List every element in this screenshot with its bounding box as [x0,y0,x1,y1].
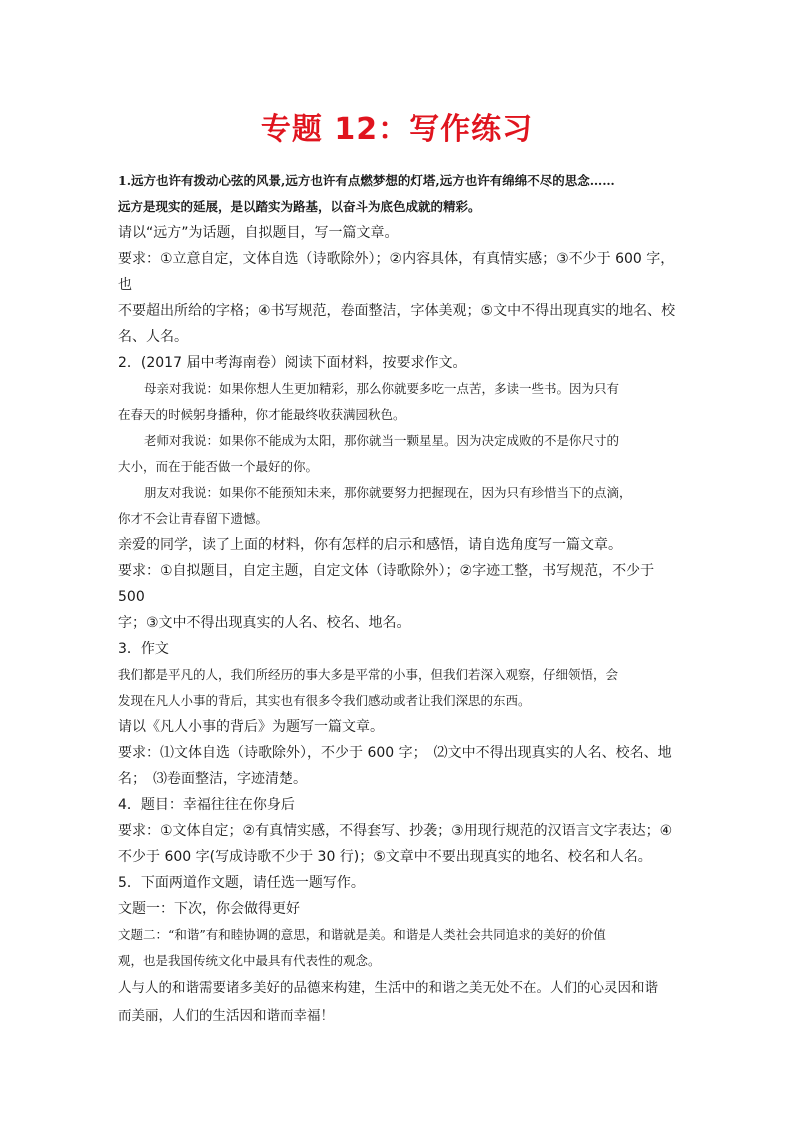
q1-requirement-line-1: 要求：①立意自定，文体自选（诗歌除外）；②内容具体，有真情实感；③不少于 600 字，也 [118,251,675,293]
q4-requirement-line-2: 不少于 600 字(写成诗歌不少于 30 行)；⑤文章中不要出现真实的地名、校名和人名。 [118,849,652,865]
question-3 [118,636,680,792]
q2-heading: 2．(2017 届中考海南卷）阅读下面材料，按要求作文。 [118,355,467,371]
q4-heading: 4．题目：幸福往往在你身后 [118,797,295,813]
question-1 [118,168,680,350]
q3-heading: 3．作文 [118,641,169,657]
q5-topic-2-line-1: 文题二：“和谐”有和睦协调的意思，和谐就是美。和谐是人类社会共同追求的美好的价值 [118,927,606,942]
document-body [118,168,680,1030]
q5-topic-2-line-2: 观，也是我国传统文化中最具有代表性的观念。 [118,953,381,968]
q2-mother-line-1: 母亲对我说：如果你想人生更加精彩，那么你就要多吃一点苦，多读一些书。因为只有 [144,381,620,396]
q2-prompt: 亲爱的同学，读了上面的材料，你有怎样的启示和感悟，请自选角度写一篇文章。 [118,537,622,553]
q5-topic-2-line-3: 人与人的和谐需要诸多美好的品德来构建，生活中的和谐之美无处不在。人们的心灵因和谐 [118,980,658,996]
q3-requirement-line-2: 名； ⑶卷面整洁，字迹清楚。 [118,771,307,787]
q3-material-line-1: 我们都是平凡的人，我们所经历的事大多是平常的小事，但我们若深入观察，仔细领悟，会 [118,667,619,682]
q2-teacher-line-2: 大小，而在于能否做一个最好的你。 [118,459,319,474]
q2-requirement-line-2: 字；③文中不得出现真实的人名、校名、地名。 [118,615,411,631]
q5-topic-1: 文题一：下次，你会做得更好 [118,901,300,917]
q5-topic-2-line-4: 而美丽，人们的生活因和谐而幸福！ [118,1008,334,1024]
q3-prompt: 请以《凡人小事的背后》为题写一篇文章。 [118,719,384,735]
q2-teacher-line-1: 老师对我说：如果你不能成为太阳，那你就当一颗星星。因为决定成败的不是你尺寸的 [144,433,620,448]
q1-requirement-line-2: 不要超出所给的字格；④书写规范，卷面整洁，字体美观；⑤文中不得出现真实的地名、校 [118,303,676,319]
q1-material-line-1: 1.远方也许有拨动心弦的风景,远方也许有点燃梦想的灯塔,远方也许有绵绵不尽的思念…… [118,173,615,188]
question-4 [118,792,680,870]
q3-material-line-2: 发现在凡人小事的背后，其实也有很多令我们感动或者让我们深思的东西。 [118,693,531,708]
q3-requirement-line-1: 要求：⑴文体自选（诗歌除外），不少于 600 字； ⑵文中不得出现真实的人名、校名、地 [118,745,672,761]
page-title: 专题 12：写作练习 [260,112,534,147]
question-5 [118,870,680,1030]
q2-mother-line-2: 在春天的时候躬身播种，你才能最终收获满园秋色。 [118,407,406,422]
q2-requirement-line-1: 要求：①自拟题目，自定主题，自定文体（诗歌除外）；②字迹工整，书写规范，不少于 500 [118,563,655,605]
q1-prompt: 请以“远方”为话题，自拟题目，写一篇文章。 [118,225,399,241]
q2-friend-line-1: 朋友对我说：如果你不能预知未来，那你就要努力把握现在，因为只有珍惜当下的点滴， [144,485,632,500]
question-2 [118,350,680,636]
q1-material-line-2: 远方是现实的延展，是以踏实为路基，以奋斗为底色成就的精彩。 [118,199,481,214]
q2-friend-line-2: 你才不会让青春留下遗憾。 [118,511,269,526]
q1-requirement-line-3: 名、人名。 [118,329,188,345]
q5-heading: 5．下面两道作文题，请任选一题写作。 [118,875,365,891]
q4-requirement-line-1: 要求：①文体自定；②有真情实感，不得套写、抄袭；③用现行规范的汉语言文字表达；④ [118,823,673,839]
